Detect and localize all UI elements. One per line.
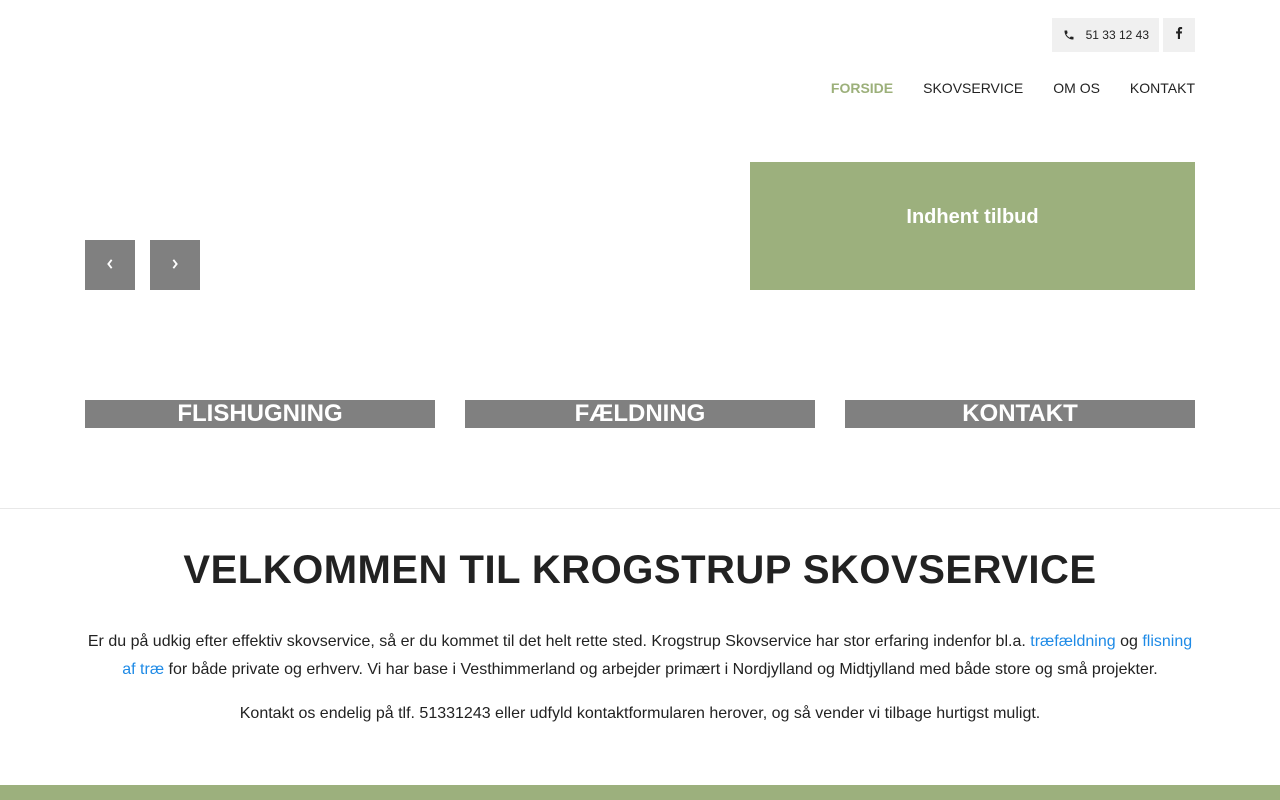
facebook-link[interactable] (1163, 18, 1195, 52)
offer-heading: Indhent tilbud (906, 206, 1039, 228)
link-traefaeldning[interactable]: træfældning (1030, 633, 1116, 650)
footer-strip (0, 785, 1280, 800)
nav-item-skovservice[interactable]: SKOVSERVICE (923, 80, 1024, 96)
slider-next-button[interactable] (150, 240, 200, 290)
chevron-right-icon (171, 256, 179, 274)
welcome-title: VELKOMMEN TIL KROGSTRUP SKOVSERVICE (183, 548, 1097, 592)
tile-faeldning[interactable]: FÆLDNING (465, 400, 815, 428)
intro-text-2: og (1115, 633, 1143, 650)
nav-item-kontakt[interactable]: KONTAKT (1129, 80, 1195, 96)
nav-item-forside[interactable]: FORSIDE (830, 80, 894, 96)
contact-paragraph: Kontakt os endelig på tlf. 51331243 eller udfyld kontaktformularen herover, og så vender vi tilbage hurtigst muligt. (239, 705, 1041, 722)
main-nav (831, 80, 1195, 96)
section-divider (0, 508, 1280, 509)
intro-text-1: Er du på udkig efter effektiv skovservice, så er du kommet til det helt rette sted. Krogstrup Skovservice har stor erfaring indenfor bl.a. (87, 633, 1031, 650)
link-flisning[interactable]: flisning af træ (122, 633, 1193, 678)
top-contact-bar (1052, 18, 1195, 52)
offer-request-box[interactable] (750, 162, 1195, 290)
service-tiles (85, 400, 1195, 428)
phone-icon (1062, 28, 1076, 42)
chevron-left-icon (106, 256, 114, 274)
intro-paragraph (85, 628, 1195, 684)
phone-number: 51 33 12 43 (1085, 28, 1149, 42)
tile-flishugning[interactable]: FLISHUGNING (85, 400, 435, 428)
tile-kontakt[interactable]: KONTAKT (845, 400, 1195, 428)
intro-text-3: for både private og erhverv. Vi har base i Vesthimmerland og arbejder primært i Nordjylland og Midtjylland med både store og små projekter. (164, 661, 1158, 678)
slider-prev-button[interactable] (85, 240, 135, 290)
phone-link[interactable] (1052, 18, 1159, 52)
nav-item-om-os[interactable]: OM OS (1053, 80, 1100, 96)
facebook-icon (1175, 26, 1183, 44)
